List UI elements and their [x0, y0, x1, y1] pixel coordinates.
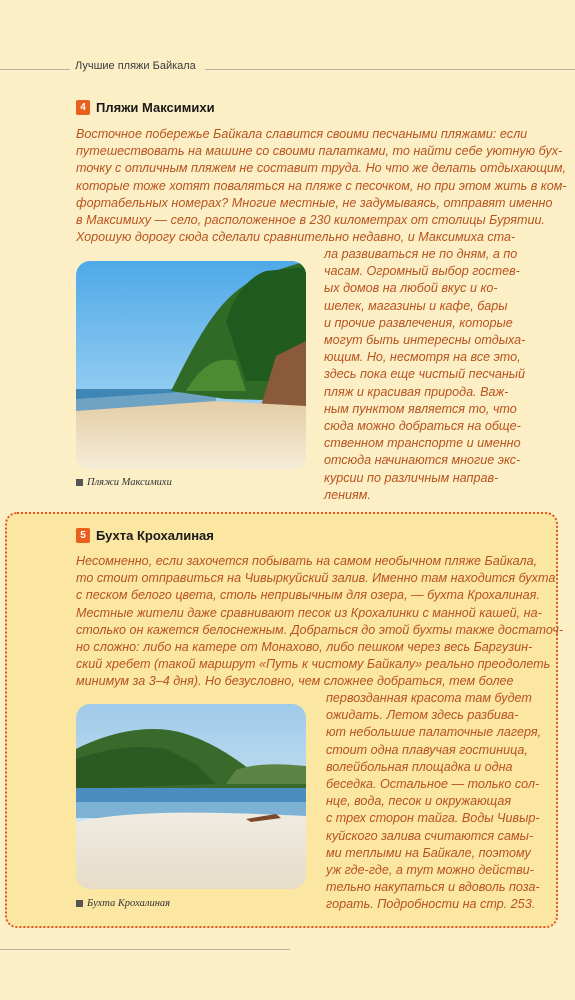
maksimikha-beach-photo: [76, 261, 306, 469]
section-number-badge: 5: [76, 528, 90, 543]
footer-rule: [0, 949, 290, 950]
section-number-badge: 4: [76, 100, 90, 115]
caption-square-icon: [76, 900, 83, 907]
header-rule-right: [205, 69, 575, 70]
section-5-side-text: первозданная красота там будет ожидать. Летом здесь разбива- ют небольшие палаточные лагеря, стоит одна плавучая гостиница, волейбольная площадка и одна беседка. Остальное — только сол- нце, вода, песок и окружающая с трех сторон тайга. Воды Чивыр- куйского залива считаются самы- ми теплыми на Байкале, поэтому уж где-где, а тут можно действи- тельно накупаться и вдоволь поза- горать. Подробности на стр. 253.: [326, 691, 542, 912]
section-4-intro-text: Восточное побережье Байкала славится своими песчаными пляжами: если путешествовать на машине со своими палатками, то найти себе уютную бух- точку с отличным пляжем не составит труда. Но что же делать отдыхающим, которые тоже хотят поваляться на пляже с песочком, но при этом жить в ком- фортабельных номерах? Многие местные, не задумываясь, отправят именно в Максимиху — село, расположенное в 230 километрах от столицы Бурятии. Хорошую дорогу сюда сделали сравнительно недавно, и Максимиха ста-: [76, 127, 567, 245]
section-5-heading: [76, 528, 214, 543]
header-rule-left: [0, 69, 70, 70]
caption-square-icon: [76, 479, 83, 486]
krokhalinaya-bay-photo: [76, 704, 306, 889]
section-title: Пляжи Максимихи: [96, 100, 215, 115]
running-header: Лучшие пляжи Байкала: [75, 60, 196, 72]
photo-caption: [76, 898, 170, 909]
section-4-heading: [76, 100, 215, 115]
caption-text: Пляжи Максимихи: [87, 477, 172, 488]
photo-caption: [76, 477, 172, 488]
section-5-intro-text: Несомненно, если захочется побывать на самом необычном пляже Байкала, то стоит отправиться на Чивыркуйский залив. Именно там находится бухта с песком белого цвета, столь непривычным для озера, — бухта Крохалиная. Местные жители даже сравнивают песок из Крохалинки с манной кашей, на- столько он кажется белоснежным. Добраться до этой бухты также достаточ- но сложно: либо на катере от Монахово, либо пешком через весь Баргузин- ский хребет (такой маршрут «Путь к чистому Байкалу» реально преодолеть минимум за 3–4 дня). Но безусловно, чем сложнее добраться, тем более: [76, 554, 564, 689]
section-4-side-text: ла развиваться не по дням, а по часам. Огромный выбор гостев- ых домов на любой вкус и ко- шелек, магазины и кафе, бары и прочие развлечения, которые могут быть интересны отдыха- ющим. Но, несмотря на все это, здесь пока еще чистый песчаный пляж и красивая природа. Важ- ным пунктом является то, что сюда можно добраться на обще- ственном транспорте и именно отсюда начинаются многие экс- курсии по различным направ- лениям.: [324, 247, 526, 502]
caption-text: Бухта Крохалиная: [87, 898, 171, 909]
section-title: Бухта Крохалиная: [96, 528, 214, 543]
